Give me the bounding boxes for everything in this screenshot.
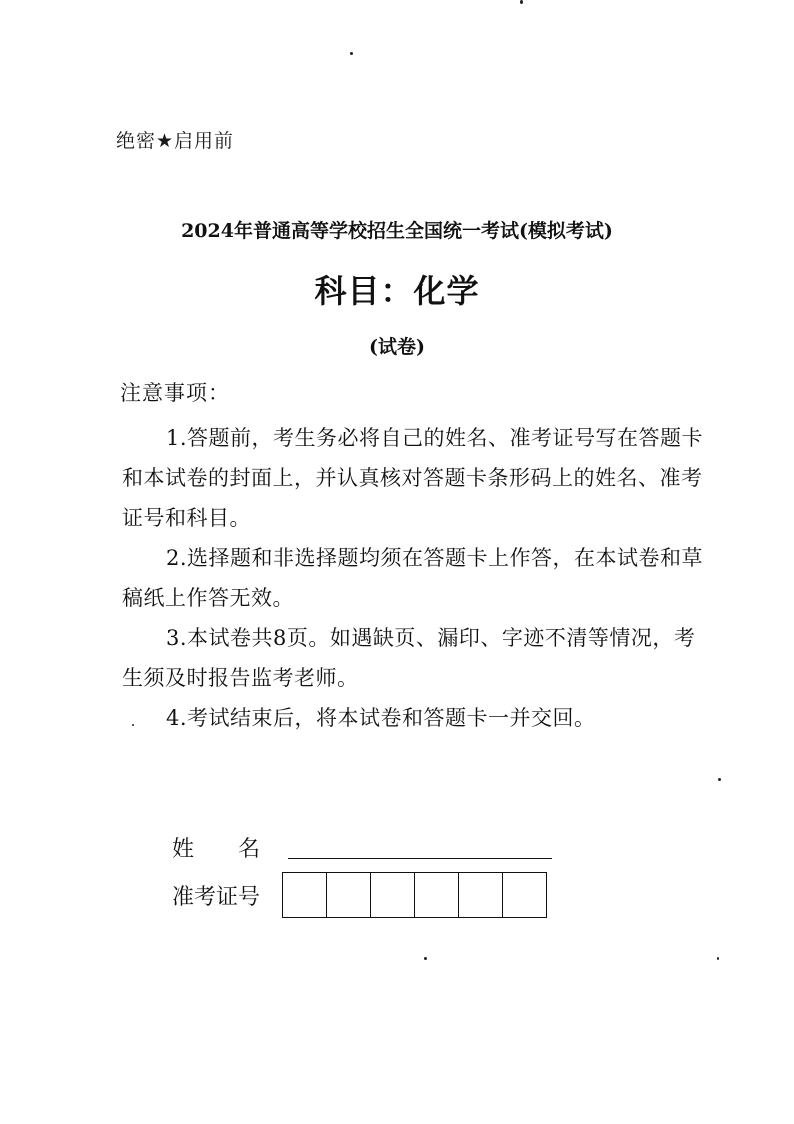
exam-id-boxes: [282, 872, 547, 918]
exam-id-box[interactable]: [459, 873, 503, 917]
exam-title: 2024年普通高等学校招生全国统一考试(模拟考试): [181, 220, 613, 242]
exam-id-field-row: [172, 872, 552, 918]
paper-type-label: (试卷): [369, 336, 425, 358]
scan-speck: [350, 52, 353, 55]
scan-speck: [718, 778, 721, 781]
scan-speck: [717, 957, 719, 960]
exam-id-box[interactable]: [283, 873, 327, 917]
notice-list: [122, 418, 706, 738]
exam-id-box[interactable]: [327, 873, 371, 917]
exam-id-box[interactable]: [503, 873, 546, 917]
exam-id-box[interactable]: [371, 873, 415, 917]
notice-item-4: 4.考试结束后，将本试卷和答题卡一并交回。: [166, 706, 596, 730]
name-input-line[interactable]: [288, 858, 552, 859]
exam-id-label: 准考证号: [172, 885, 261, 910]
notice-item-2: 2.选择题和非选择题均须在答题卡上作答，在本试卷和草稿纸上作答无效。: [122, 546, 704, 610]
name-label: 姓 名: [172, 837, 261, 862]
notice-heading: 注意事项：: [120, 381, 230, 405]
scan-speck: [132, 724, 134, 726]
subject-title: 科目：化学: [314, 272, 480, 310]
exam-id-box[interactable]: [415, 873, 459, 917]
notice-item-3: 3.本试卷共8页。如遇缺页、漏印、字迹不清等情况，考生须及时报告监考老师。: [122, 626, 696, 690]
scan-speck: [424, 957, 427, 960]
scan-speck: [520, 0, 523, 4]
classification-label: 绝密★启用前: [116, 130, 235, 152]
notice-item-1: 1.答题前，考生务必将自己的姓名、准考证号写在答题卡和本试卷的封面上，并认真核对答题卡条形码上的姓名、准考证号和科目。: [122, 426, 704, 530]
